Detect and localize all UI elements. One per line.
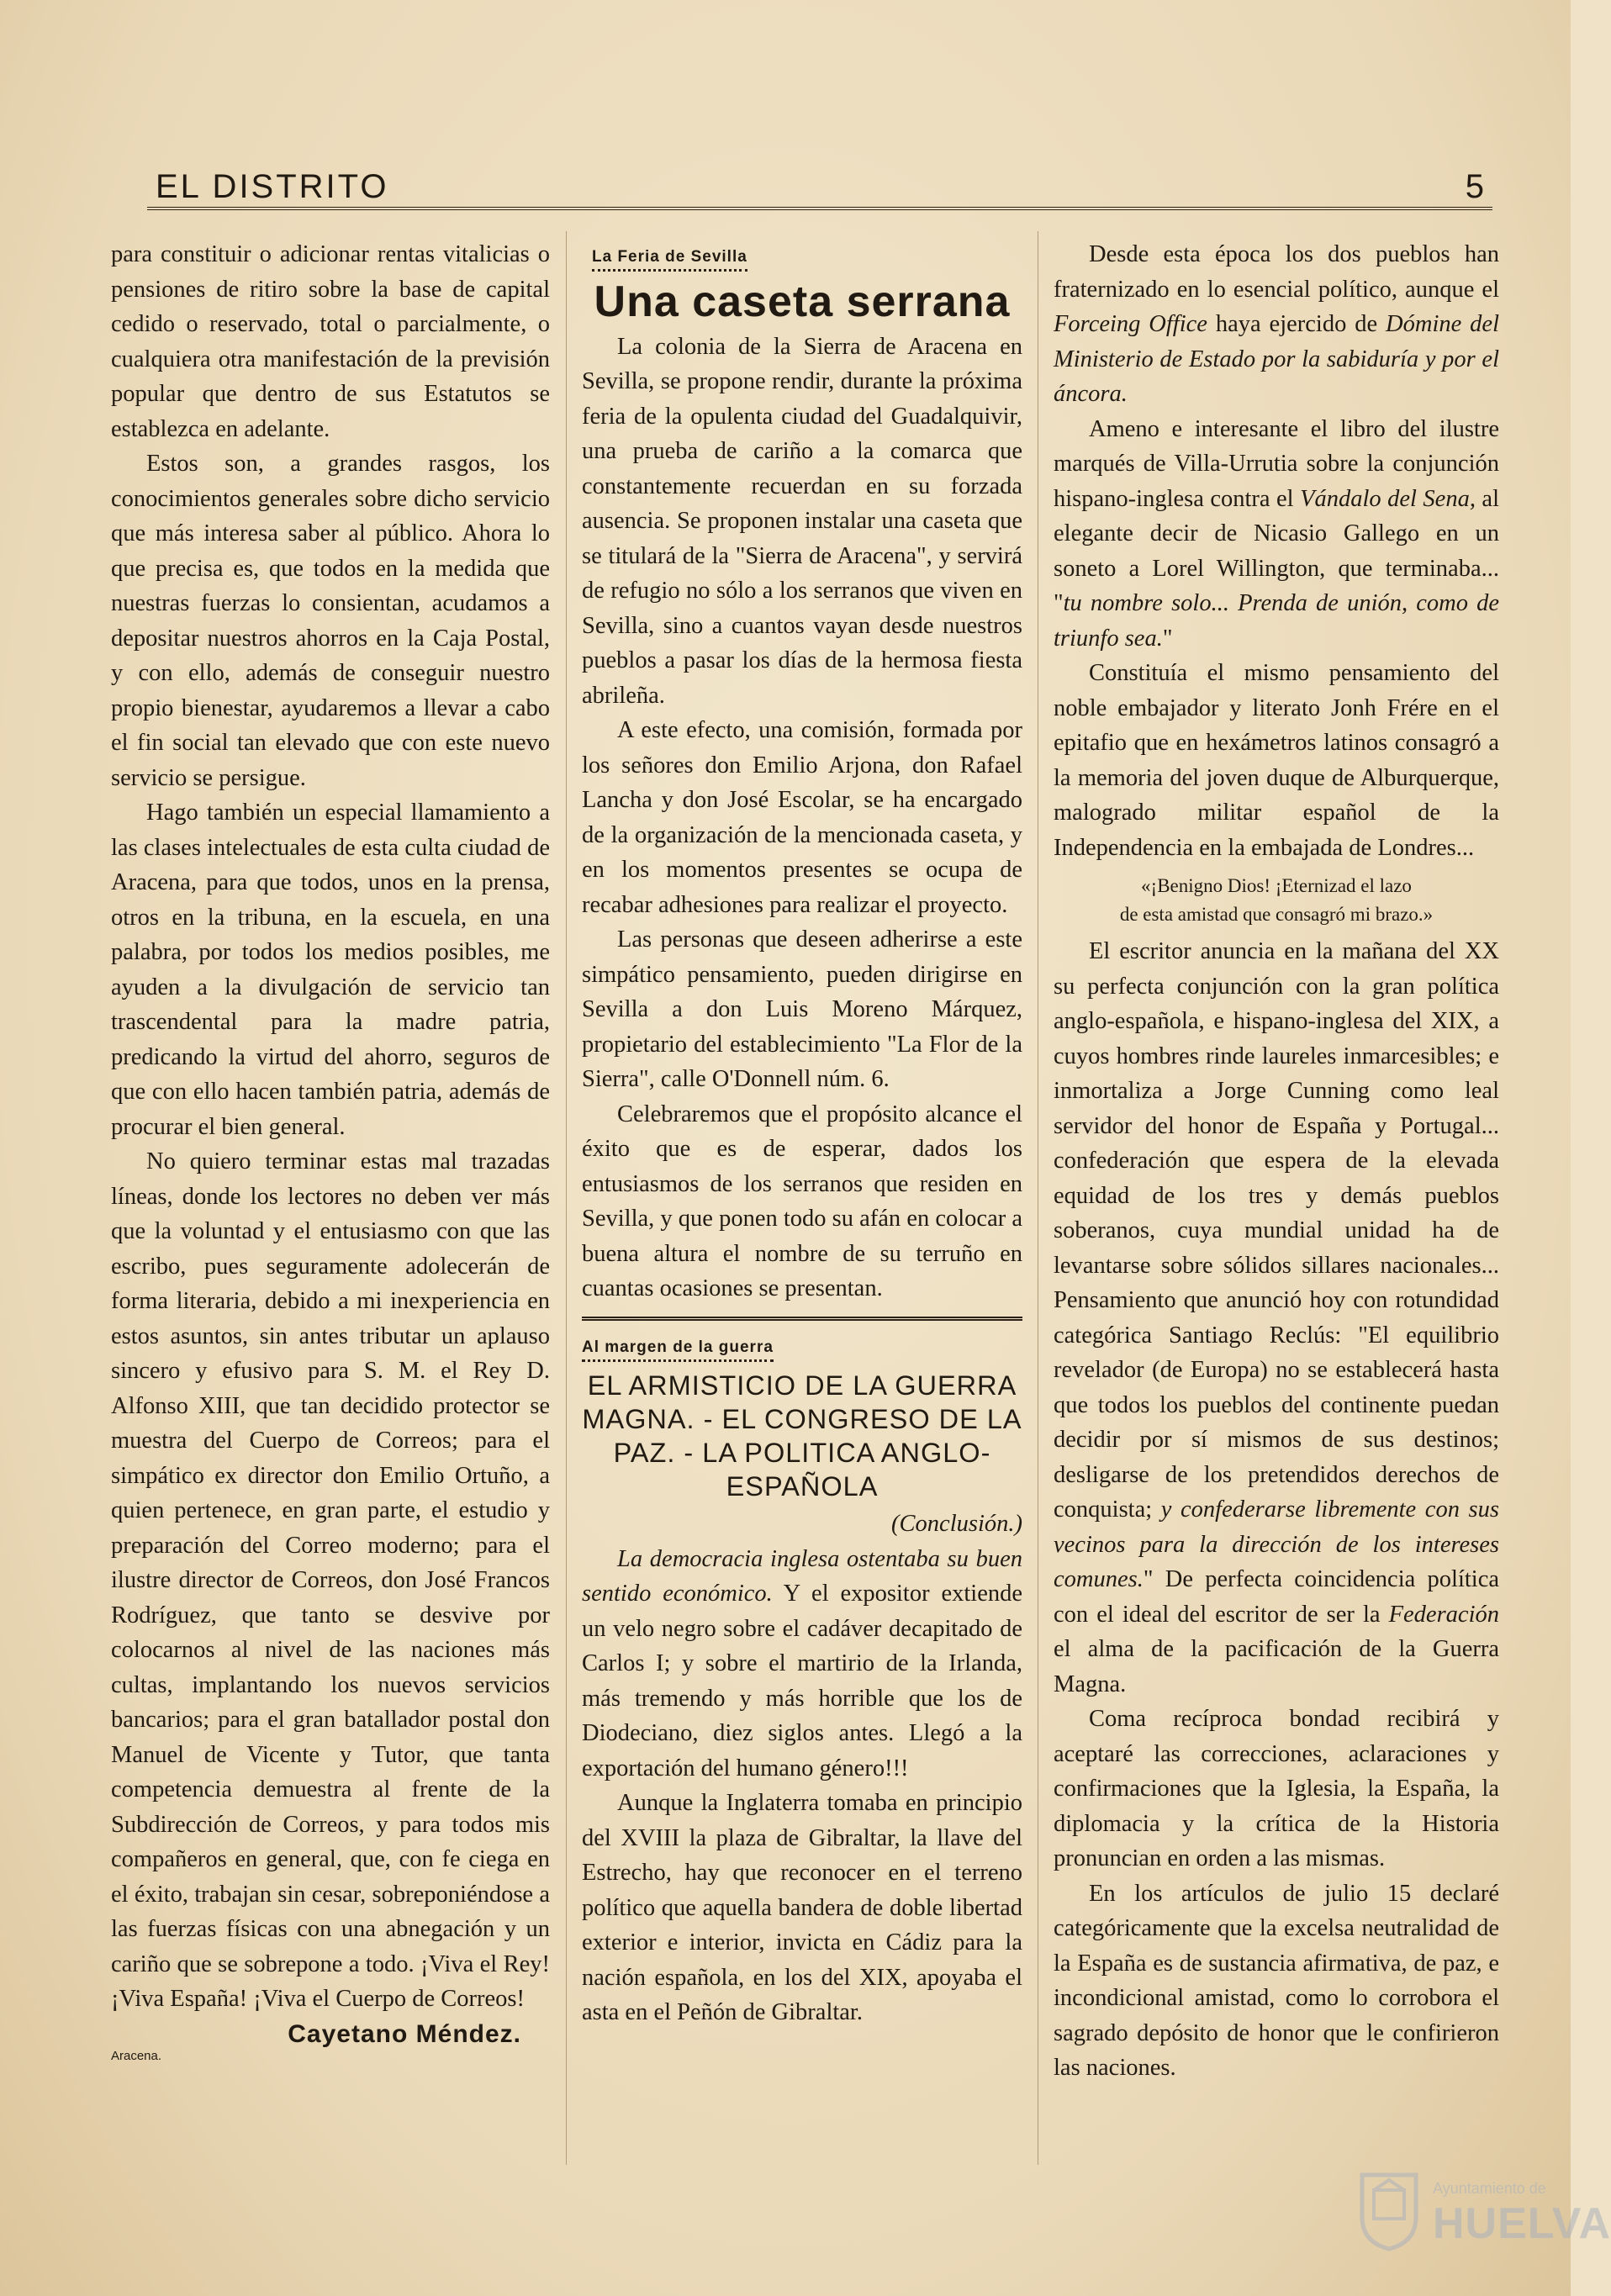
paragraph: Coma recíproca bondad recibirá y aceptaré las correcciones, aclaraciones y confirmaciones que la Iglesia, la España, la diplomacia y la crítica de la Historia pronuncian en orden a las mismas. (1054, 1706, 1499, 1871)
page-number: 5 (1465, 168, 1484, 205)
article-headline: EL ARMISTICIO DE LA GUERRA MAGNA. - EL CONGRESO DE LA PAZ. - LA POLITICA ANGLO-ESPAÑOLA (582, 1370, 1022, 1502)
verse-quote (1054, 872, 1499, 929)
text-span: El escritor anuncia en la mañana del XX su perfecta conjunción con la gran política anglo-española, e hispano-inglesa del XIX, a cuyos hombres rinde laureles inmarcesibles; e inmortaliza a Jorge Cunning como leal servidor del honor de España y Portugal... confederación que espera de la elevada equidad de los tres y demás pueblos soberanos, cuya mundial unidad ha de levantarse sobre sólidos sillares nacionales... Pensamiento que anunció hoy con rotundidad categórica Santiago Reclús: "El equilibrio revelador (de Europa) no se establecerá hasta que todos los pueblos del continente puedan decidir por sí mismos de sus destinos; desligarse de los pretendidos derechos de conquista; (1054, 938, 1499, 1523)
text-span: el alma de la pacificación de la Guerra Magna. (1054, 1636, 1499, 1697)
place-line: Aracena. (111, 2049, 162, 2063)
paragraph: Estos son, a grandes rasgos, los conocimientos generales sobre dicho servicio que más interesa saber al público. Ahora lo que precisa es, que todos en la medida que nuestras fuerzas lo consientan, acudamos a depositar nuestros ahorros en la Caja Postal, y con ello, además de conseguir nuestro propio bienestar, ayudaremos a llevar a cabo el fin social tan elevado que con este nuevo servicio se persigue. (111, 451, 550, 791)
verse-line: de esta amistad que consagró mi brazo.» (1119, 904, 1434, 925)
text-span: " (1162, 625, 1173, 652)
article-headline: Una caseta serrana (594, 277, 1011, 326)
text-span: haya ejercido de (1207, 311, 1387, 337)
paragraph: Constituía el mismo pensamiento del noble embajador y literato Jonh Frére en el epitafio que en hexámetros latinos consagró a la memoria del joven duque de Alburquerque, malogrado militar español de la Independencia en la embajada de Londres... (1054, 660, 1499, 861)
text-span: Desde esta época los dos pueblos han fraternizado en lo esencial político, aunque el (1054, 241, 1499, 303)
newspaper-title: EL DISTRITO (156, 168, 389, 205)
italic-text: tu nombre solo... Prenda de unión, como de triunfo sea. (1054, 590, 1499, 652)
section-kicker: La Feria de Sevilla (592, 247, 747, 272)
text-span: " De perfecta coincidencia política con el ideal del escritor de ser la (1054, 1566, 1499, 1628)
section-rule (582, 1317, 1022, 1321)
text-span: Y el expositor extiende un velo negro sobre el cadáver decapitado de Carlos I; y sobre el martirio de la Irlanda, más tremendo y más horrible que los de Diodeciano, diez siglos antes. Llegó a la exportación del humano género!!! (582, 1581, 1022, 1781)
paragraph: Celebraremos que el propósito alcance el éxito que es de esperar, dados los entusiasmos de los serranos que residen en Sevilla, y que ponen todo su afán en colocar a buena altura el nombre de su terruño en cuantas ocasiones se presentan. (582, 1100, 1022, 1301)
paragraph: La colonia de la Sierra de Aracena en Sevilla, se propone rendir, durante la próxima feria de la opulenta ciudad del Guadalquivir, una prueba de cariño a la comarca que constantemente recuerdan en su forzada ausencia. Se proponen instalar una caseta que se titulará de la "Sierra de Aracena", y servirá de refugio no sólo a los serranos que viven en Sevilla, sino a cuantos vayan desde nuestros pueblos a pasar los días de la hermosa fiesta abrileña. (582, 333, 1022, 709)
archive-watermark (1355, 2165, 1611, 2257)
italic-text: Vándalo del Sena, (1300, 485, 1476, 512)
masthead (147, 165, 1492, 207)
watermark-name: HUELVA (1433, 2199, 1611, 2248)
italic-text: Forceing Office (1054, 311, 1207, 337)
paragraph: A este efecto, una comisión, formada por los señores don Emilio Arjona, don Rafael Lancha y don José Escolar, se ha encargado de la organización de la mencionada caseta, y en los momentos presentes se ocupa de recabar adhesiones para realizar el proyecto. (582, 717, 1022, 918)
paragraph (1054, 237, 1499, 412)
paragraph: Aunque la Inglaterra tomaba en principio del XVIII la plaza de Gibraltar, la llave del Estrecho, hay que reconocer en el terreno político que aquella bandera de doble libertad exterior e interior, invicta en Cádiz para la nación española, en los del XIX, apoyaba el asta en el Peñón de Gibraltar. (582, 1790, 1022, 2025)
text-span: Ameno e interesante el libro del ilustre marqués de Villa-Urrutia sobre la conjunción hispano-inglesa contra el (1054, 415, 1499, 512)
text-span: al elegante decir de Nicasio Gallego en un soneto a Lorel Willington, que terminaba... " (1054, 485, 1499, 616)
italic-text: y confederarse libremente con sus vecinos para la dirección de los intereses comunes. (1054, 1496, 1499, 1592)
column-divider-1 (566, 231, 567, 2165)
column-right (1054, 237, 1499, 2086)
watermark-caption: Ayuntamiento de (1433, 2180, 1546, 2197)
paragraph: No quiero terminar estas mal trazadas líneas, donde los lectores no deben ver más que la voluntad y el entusiasmo con que las escribo, pues seguramente adolecerán de forma literaria, debido a mi inexperiencia en estos asuntos, sin antes tributar un aplauso sincero y efusivo para S. M. el Rey D. Alfonso XIII, que tan decidido protector se muestra del Cuerpo de Correos; para el simpático ex director don Emilio Ortuño, a quien pertenece, en gran parte, el estudio y preparación del Correo moderno; para el ilustre director de Correos, don José Francos Rodríguez, que tanto se desvive por colocarnos al nivel de las naciones más cultas, implantando los nuevos servicios bancarios; para el gran batallador postal don Manuel de Vicente y Tutor, que tanta competencia demuestra al frente de la Subdirección de Correos, y para todos mis compañeros en general, que, con fe ciega en el éxito, trabajan sin cesar, sobreponiéndose a las fuerzas físicas con una abnegación y un cariño que se sobrepone a todo. ¡Viva el Rey! ¡Viva España! ¡Viva el Cuerpo de Correos! (111, 1148, 550, 2012)
paragraph: Las personas que deseen adherirse a este simpático pensamiento, pueden dirigirse en Sevilla a don Luis Moreno Márquez, propietario del establecimiento "La Flor de la Sierra", calle O'Donnell núm. 6. (582, 926, 1022, 1092)
section-kicker: Al margen de la guerra (582, 1338, 774, 1362)
italic-text: Dómine del Ministerio de Estado por la sabiduría y por el áncora. (1054, 311, 1499, 407)
conclusion-note: (Conclusión.) (891, 1511, 1022, 1537)
paragraph (582, 1542, 1022, 1787)
paragraph: En los artículos de julio 15 declaré categóricamente que la excelsa neutralidad de la España es de sustancia afirmativa, de paz, e incondicional amistad, como lo corrobora el sagrado depósito de honor que le confirieron las naciones. (1054, 1880, 1499, 2081)
column-left (111, 237, 550, 2066)
coat-of-arms-icon (1355, 2168, 1423, 2252)
paragraph (1054, 934, 1499, 1702)
italic-text: La democracia inglesa ostentaba su buen sentido económico. (582, 1545, 1022, 1607)
paragraph: Hago también un especial llamamiento a las clases intelectuales de esta culta ciudad de Aracena, para que todos, unos en la prensa, otros en la tribuna, en la escuela, en una palabra, por todos los medios posibles, me ayuden a la divulgación de servicio tan trascendental para la madre patria, predicando la virtud del ahorro, seguros de que con ello hacen también patria, además de procurar el bien general. (111, 800, 550, 1140)
column-middle (582, 237, 1022, 2030)
header-rule (147, 207, 1492, 210)
italic-text: Federación (1388, 1601, 1499, 1628)
author-signature: Cayetano Méndez. (288, 2019, 521, 2048)
verse-line: «¡Benigno Dios! ¡Eternizad el lazo (1141, 875, 1412, 896)
paragraph: para constituir o adicionar rentas vitalicias o pensiones de ritiro sobre la base de capital cedido o reservado, total o parcialmente, o cualquiera otra manifestación de la previsión popular que dentro de sus Estatutos se establezca en adelante. (111, 241, 550, 442)
paragraph (1054, 412, 1499, 657)
